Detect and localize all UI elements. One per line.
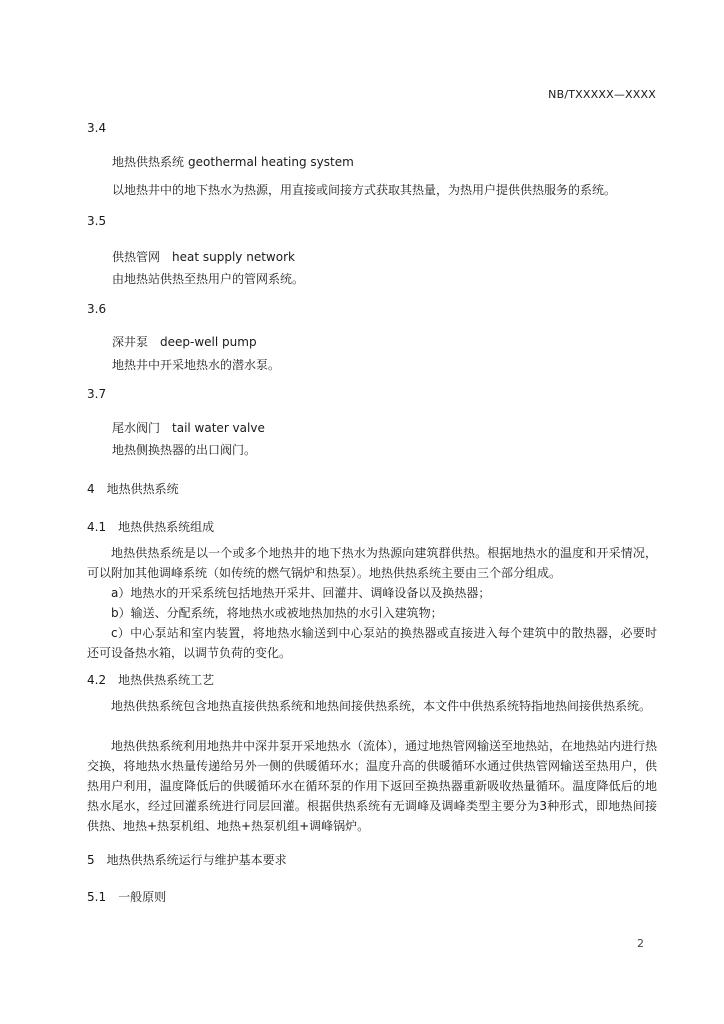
section-title: 地热供热系统 xyxy=(106,482,179,496)
term-definition: 地热侧换热器的出口阀门。 xyxy=(112,443,257,457)
term-english: deep-well pump xyxy=(160,335,257,349)
paragraph: 地热供热系统包含地热直接供热系统和地热间接供热系统，本文件中供热系统特指地热间接供热系统。 xyxy=(111,699,652,713)
term-chinese: 供热管网 xyxy=(112,250,161,264)
subsection-number: 4.1 xyxy=(87,520,107,534)
term-chinese: 深井泵 xyxy=(112,335,149,349)
section-number: 5 xyxy=(87,853,95,867)
standard-code-header: NB/TXXXXX—XXXX xyxy=(548,88,656,101)
list-item: c）中心泵站和室内装置，将地热水输送到中心泵站的换热器或直接进入每个建筑中的散热器，必要时还可设备热水箱，以调节负荷的变化。 xyxy=(87,626,657,660)
section-number: 4 xyxy=(87,482,95,496)
subsection-title: 地热供热系统工艺 xyxy=(118,673,215,687)
term-definition: 以地热井中的地下热水为热源，用直接或间接方式获取其热量，为热用户提供供热服务的系统。 xyxy=(112,183,617,197)
paragraph: 地热供热系统是以一个或多个地热井的地下热水为热源向建筑群供热。根据地热水的温度和开采情况，可以附加其他调峰系统（如传统的燃气锅炉和热泵）。地热供热系统主要由三个部分组成。 xyxy=(87,546,657,580)
subsection-number: 5.1 xyxy=(87,890,107,904)
clause-number: 3.6 xyxy=(87,302,107,316)
term-chinese: 尾水阀门 xyxy=(112,421,161,435)
subsection-number: 4.2 xyxy=(87,673,107,687)
term-definition: 地热井中开采地热水的潜水泵。 xyxy=(112,358,281,372)
paragraph: 地热供热系统利用地热井中深井泵开采地热水（流体），通过地热管网输送至地热站，在地热站内进行热交换，将地热水热量传递给另外一侧的供暖循环水；温度升高的供暖循环水通过供热管网输送至热用户，供热用户利用，温度降低后的供暖循环水在循环泵的作用下返回至换热器重新吸收热量循环。温度降低后的地热水尾水，经过回灌系统进行同层回灌。根据供热系统有无调峰及调峰类型主要分为3种形式，即地热间接供热、地热+热泵机组、地热+热泵机组+调峰锅炉。 xyxy=(87,739,658,833)
subsection-heading xyxy=(87,518,214,535)
term-english: heat supply network xyxy=(172,250,295,264)
term-entry xyxy=(112,333,257,350)
subsection-title: 一般原则 xyxy=(118,890,167,904)
subsection-heading xyxy=(87,888,166,905)
section-heading xyxy=(87,480,179,497)
page-number: 2 xyxy=(637,937,644,950)
section-title: 地热供热系统运行与维护基本要求 xyxy=(106,853,287,867)
subsection-title: 地热供热系统组成 xyxy=(118,520,215,534)
term-definition: 由地热站供热至热用户的管网系统。 xyxy=(112,272,305,286)
clause-number: 3.5 xyxy=(87,214,107,228)
clause-number: 3.4 xyxy=(87,121,107,135)
term-chinese: 地热供热系统 xyxy=(112,155,185,169)
term-english: geothermal heating system xyxy=(188,155,354,169)
section-heading xyxy=(87,851,287,868)
clause-number: 3.7 xyxy=(87,387,107,401)
term-entry xyxy=(112,153,354,170)
list-item: b）输送、分配系统，将地热水或被地热加热的水引入建筑物； xyxy=(111,606,443,620)
list-item: a）地热水的开采系统包括地热开采井、回灌井、调峰设备以及换热器； xyxy=(111,586,491,600)
term-entry xyxy=(112,248,295,265)
subsection-heading xyxy=(87,671,214,688)
term-entry xyxy=(112,419,265,436)
term-english: tail water valve xyxy=(172,421,265,435)
